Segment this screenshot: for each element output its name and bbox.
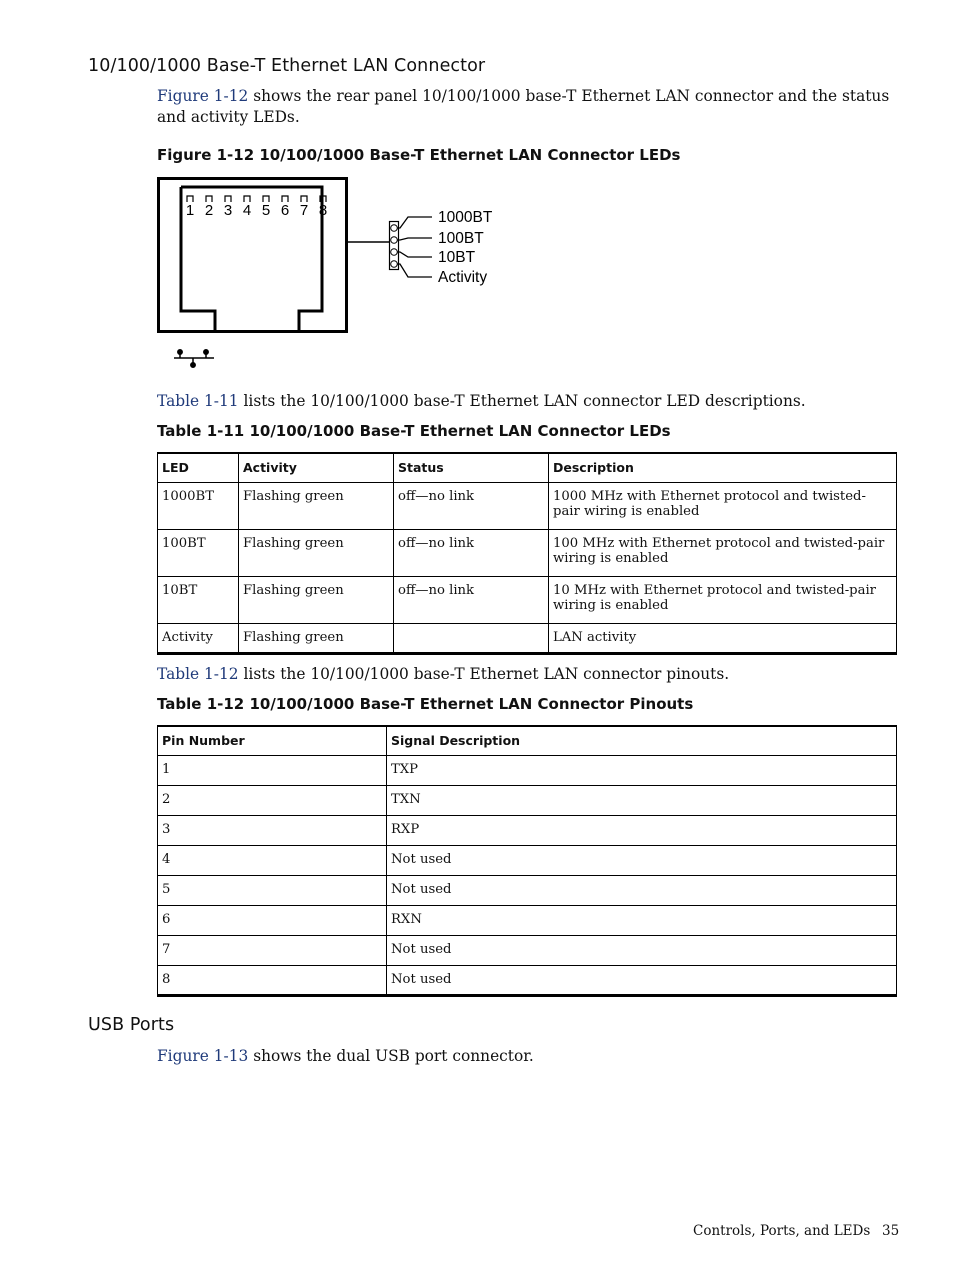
table-cell: 3 <box>158 815 387 845</box>
table-row <box>158 482 897 529</box>
table-cell: Not used <box>387 965 897 995</box>
table-cell: 10BT <box>158 576 239 623</box>
led-indicator <box>391 225 398 232</box>
table2-intro-paragraph <box>157 664 902 685</box>
page-number: 35 <box>882 1223 900 1239</box>
table2-link[interactable]: Table 1-12 <box>157 665 239 683</box>
usb-intro-text: shows the dual USB port connector. <box>248 1047 534 1065</box>
pin-number-label: 6 <box>280 202 290 219</box>
led-callout-line <box>398 238 433 240</box>
table-row <box>158 875 897 905</box>
table-cell: Flashing green <box>239 482 394 529</box>
table-header-cell: Signal Description <box>387 726 897 755</box>
intro-text: shows the rear panel 10/100/1000 base-T Ethernet LAN connector and the status and activity LEDs. <box>157 87 890 126</box>
section-heading-usb: USB Ports <box>88 1015 175 1035</box>
table-header-row <box>158 726 897 755</box>
table-row <box>158 905 897 935</box>
table-row <box>158 785 897 815</box>
pin-number-label: 2 <box>204 202 214 219</box>
table1-link[interactable]: Table 1-11 <box>157 392 239 410</box>
table-cell: 5 <box>158 875 387 905</box>
running-footer-title: Controls, Ports, and LEDs <box>693 1223 871 1239</box>
table-header-cell: Description <box>549 453 897 482</box>
table-header-cell: Pin Number <box>158 726 387 755</box>
figure-link[interactable]: Figure 1-12 <box>157 87 249 105</box>
table-cell: off—no link <box>394 482 549 529</box>
led-labels <box>438 209 493 286</box>
pin-number-label: 8 <box>318 202 328 219</box>
led-label: 1000BT <box>438 209 493 226</box>
table-cell: TXN <box>387 785 897 815</box>
pin-number-label: 7 <box>299 202 309 219</box>
table-cell: RXP <box>387 815 897 845</box>
pin-numbers <box>186 202 327 219</box>
section-heading-ethernet: 10/100/1000 Base-T Ethernet LAN Connector <box>88 56 486 76</box>
table-cell: Activity <box>158 623 239 653</box>
table-cell: 100BT <box>158 529 239 576</box>
led-callout-lines <box>398 217 433 277</box>
led-label: Activity <box>438 269 488 286</box>
led-callout-line <box>398 217 433 228</box>
table-cell: RXN <box>387 905 897 935</box>
table1-intro-paragraph <box>157 391 902 412</box>
pin-number-label: 3 <box>223 202 233 219</box>
network-symbol-icon <box>174 350 214 367</box>
table-cell: Not used <box>387 875 897 905</box>
table-cell: TXP <box>387 755 897 785</box>
table-cell: 2 <box>158 785 387 815</box>
table-header-cell: LED <box>158 453 239 482</box>
rj45-connector-diagram <box>150 172 510 372</box>
figure-caption: Figure 1-12 10/100/1000 Base-T Ethernet LAN Connector LEDs <box>157 146 681 164</box>
table-row <box>158 935 897 965</box>
table-cell: Not used <box>387 935 897 965</box>
table-cell: Flashing green <box>239 576 394 623</box>
table-cell: 6 <box>158 905 387 935</box>
table1-lead-text: lists the 10/100/1000 base-T Ethernet LAN connector LED descriptions. <box>238 392 806 410</box>
led-label: 10BT <box>438 249 476 266</box>
led-circles <box>391 225 398 268</box>
table2-caption: Table 1-12 10/100/1000 Base-T Ethernet LAN Connector Pinouts <box>157 695 694 713</box>
pinout-table <box>157 725 897 997</box>
usb-intro-paragraph <box>157 1046 902 1067</box>
table-row <box>158 529 897 576</box>
table-cell: LAN activity <box>549 623 897 653</box>
table-cell: 7 <box>158 935 387 965</box>
table-cell: off—no link <box>394 576 549 623</box>
table-header-row <box>158 453 897 482</box>
pin-number-label: 1 <box>185 202 195 219</box>
table-cell: off—no link <box>394 529 549 576</box>
table-header-cell: Activity <box>239 453 394 482</box>
table-cell: 1 <box>158 755 387 785</box>
table-cell: Not used <box>387 845 897 875</box>
table-cell: 8 <box>158 965 387 995</box>
led-label: 100BT <box>438 230 484 247</box>
table-row <box>158 815 897 845</box>
table-cell <box>394 623 549 653</box>
led-indicator <box>391 237 398 244</box>
table-cell: 1000 MHz with Ethernet protocol and twisted-pair wiring is enabled <box>549 482 897 529</box>
table-row <box>158 965 897 995</box>
table-cell: Flashing green <box>239 623 394 653</box>
table-cell: 1000BT <box>158 482 239 529</box>
table-cell: 100 MHz with Ethernet protocol and twisted-pair wiring is enabled <box>549 529 897 576</box>
table-row <box>158 755 897 785</box>
figure-link[interactable]: Figure 1-13 <box>157 1047 249 1065</box>
table-row <box>158 623 897 653</box>
table2-lead-text: lists the 10/100/1000 base-T Ethernet LAN connector pinouts. <box>238 665 730 683</box>
led-callout-line <box>398 264 433 277</box>
table-cell: 4 <box>158 845 387 875</box>
table-row <box>158 845 897 875</box>
led-indicator <box>391 249 398 256</box>
section-intro-paragraph <box>157 86 902 128</box>
led-callout-line <box>398 252 433 257</box>
table1-caption: Table 1-11 10/100/1000 Base-T Ethernet LAN Connector LEDs <box>157 422 671 440</box>
table-cell: 10 MHz with Ethernet protocol and twisted-pair wiring is enabled <box>549 576 897 623</box>
pin-number-label: 5 <box>261 202 271 219</box>
pin-number-label: 4 <box>242 202 252 219</box>
led-indicator <box>391 261 398 268</box>
table-header-cell: Status <box>394 453 549 482</box>
table-cell: Flashing green <box>239 529 394 576</box>
table-row <box>158 576 897 623</box>
led-table <box>157 452 897 655</box>
